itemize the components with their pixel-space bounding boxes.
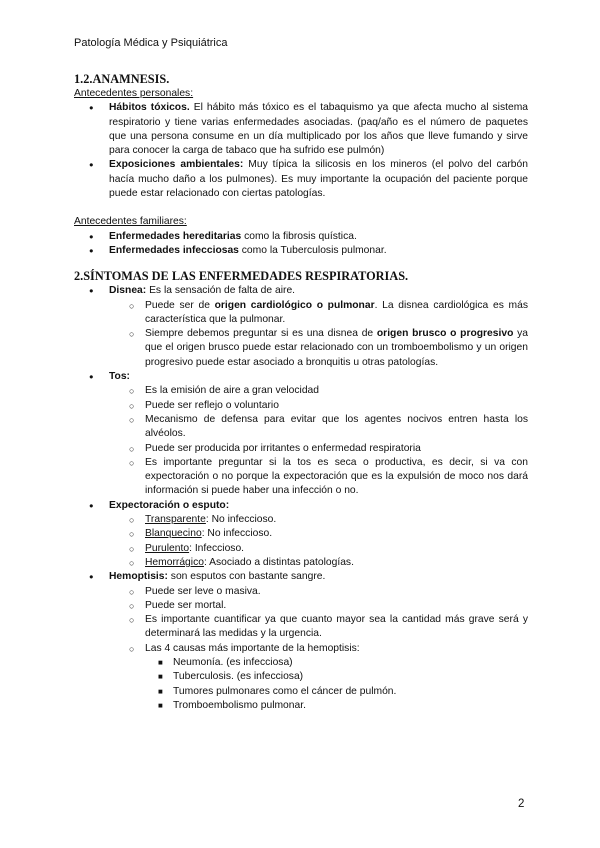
description: como la fibrosis quística. [241,230,357,242]
page-header: Patología Médica y Psiquiátrica [74,37,228,49]
page-number: 2 [518,798,525,810]
list-item: ■ Tuberculosis. (es infecciosa) [145,670,528,684]
description: Muy típica la silicosis en los mineros (el polvo del carbón hacía mucho daño a los pulmones). Es muy importante la ocupación del paciente porque puede estar relacionado con ciertas patologías. [109,159,528,200]
list-item: ○ Mecanismo de defensa para evitar que los agentes nocivos entren hasta los alvéolos. [109,413,528,442]
list-item: ○ Las 4 causas más importante de la hemoptisis: ■ Neumonía. (es infecciosa) ■ Tuberculosis. (es infecciosa) ■ Tumores pulmonares como el cáncer de pulmón. ■ Tromboembolismo pulmonar. [109,642,528,713]
description: como la Tuberculosis pulmonar. [238,244,387,256]
list-item [74,230,528,244]
symptoms-list [74,284,528,713]
list-item: ○ Hemorrágico: Asociado a distintas patologías. [109,556,528,570]
personal-history-heading: Antecedentes personales: [74,88,194,99]
term: Exposiciones ambientales: [109,159,244,171]
document-body [74,72,528,713]
list-item [74,244,528,258]
list-item-esputo [74,499,528,570]
tos-sublist [109,384,528,498]
esputo-sublist [109,513,528,570]
list-item: ○ Es importante preguntar si la tos es seca o productiva, es decir, si va con expectoración o no porque la expectoración que es la expulsión de moco nos dará información si puede haber una infección o no. [109,456,528,499]
section-title-symptoms: 2.SÍNTOMAS DE LAS ENFERMEDADES RESPIRATORIAS. [74,269,409,284]
list-item: ■ Tumores pulmonares como el cáncer de pulmón. [145,685,528,699]
description: Es la sensación de falta de aire. [146,285,296,297]
list-item [74,158,528,201]
description: El hábito más tóxico es el tabaquismo ya que afecta mucho al sistema respiratorio y tiene varias enfermedades asociadas. (paq/año es el número de paquetes que una persona consume en un día multiplicado por los años que lleve fumando y sirve para conocer la carga de tabaco que ha sufrido ese pulmón) [109,102,528,157]
list-item [74,101,528,158]
section-title-anamnesis: 1.2.ANAMNESIS. [74,72,170,86]
list-item: ■ Tromboembolismo pulmonar. [145,699,528,713]
list-item: ○ Puede ser mortal. [109,599,528,613]
term: Disnea: [109,285,147,297]
list-item-tos [74,370,528,499]
list-item: ○ Puede ser de origen cardiológico o pulmonar. La disnea cardiológica es más característica que la pulmonar. [109,299,528,328]
hemoptisis-sublist [109,585,528,714]
family-history-list [74,230,528,259]
list-item-disnea [74,284,528,370]
personal-history-list [74,101,528,201]
list-item: ■ Neumonía. (es infecciosa) [145,656,528,670]
list-item: ○ Es la emisión de aire a gran velocidad [109,384,528,398]
list-item: ○ Blanquecino: No infeccioso. [109,527,528,541]
list-item: ○ Puede ser producida por irritantes o enfermedad respiratoria [109,442,528,456]
list-item-hemoptisis [74,570,528,713]
list-item: ○ Puede ser reflejo o voluntario [109,399,528,413]
term: Enfermedades infecciosas [109,244,239,256]
list-item: ○ Transparente: No infeccioso. [109,513,528,527]
list-item: ○ Puede ser leve o masiva. [109,585,528,599]
term: Enfermedades hereditarias [109,230,242,242]
term: Tos: [109,371,130,383]
disnea-sublist [109,299,528,370]
term: Hábitos tóxicos. [109,102,190,114]
list-item: ○ Siempre debemos preguntar si es una disnea de origen brusco o progresivo ya que el origen brusco puede estar relacionado con un tromboembolismo y un origen progresivo puede estar asociado a bronquitis u otras patologías. [109,327,528,370]
family-history-heading: Antecedentes familiares: [74,216,187,228]
list-item: ○ Purulento: Infeccioso. [109,542,528,556]
term: Hemoptisis: [109,571,168,583]
causes-sublist [145,656,528,713]
description: son esputos con bastante sangre. [167,571,326,583]
term: Expectoración o esputo: [109,499,230,511]
list-item: ○ Es importante cuantificar ya que cuanto mayor sea la cantidad más grave será y determinará las medidas y la urgencia. [109,613,528,642]
